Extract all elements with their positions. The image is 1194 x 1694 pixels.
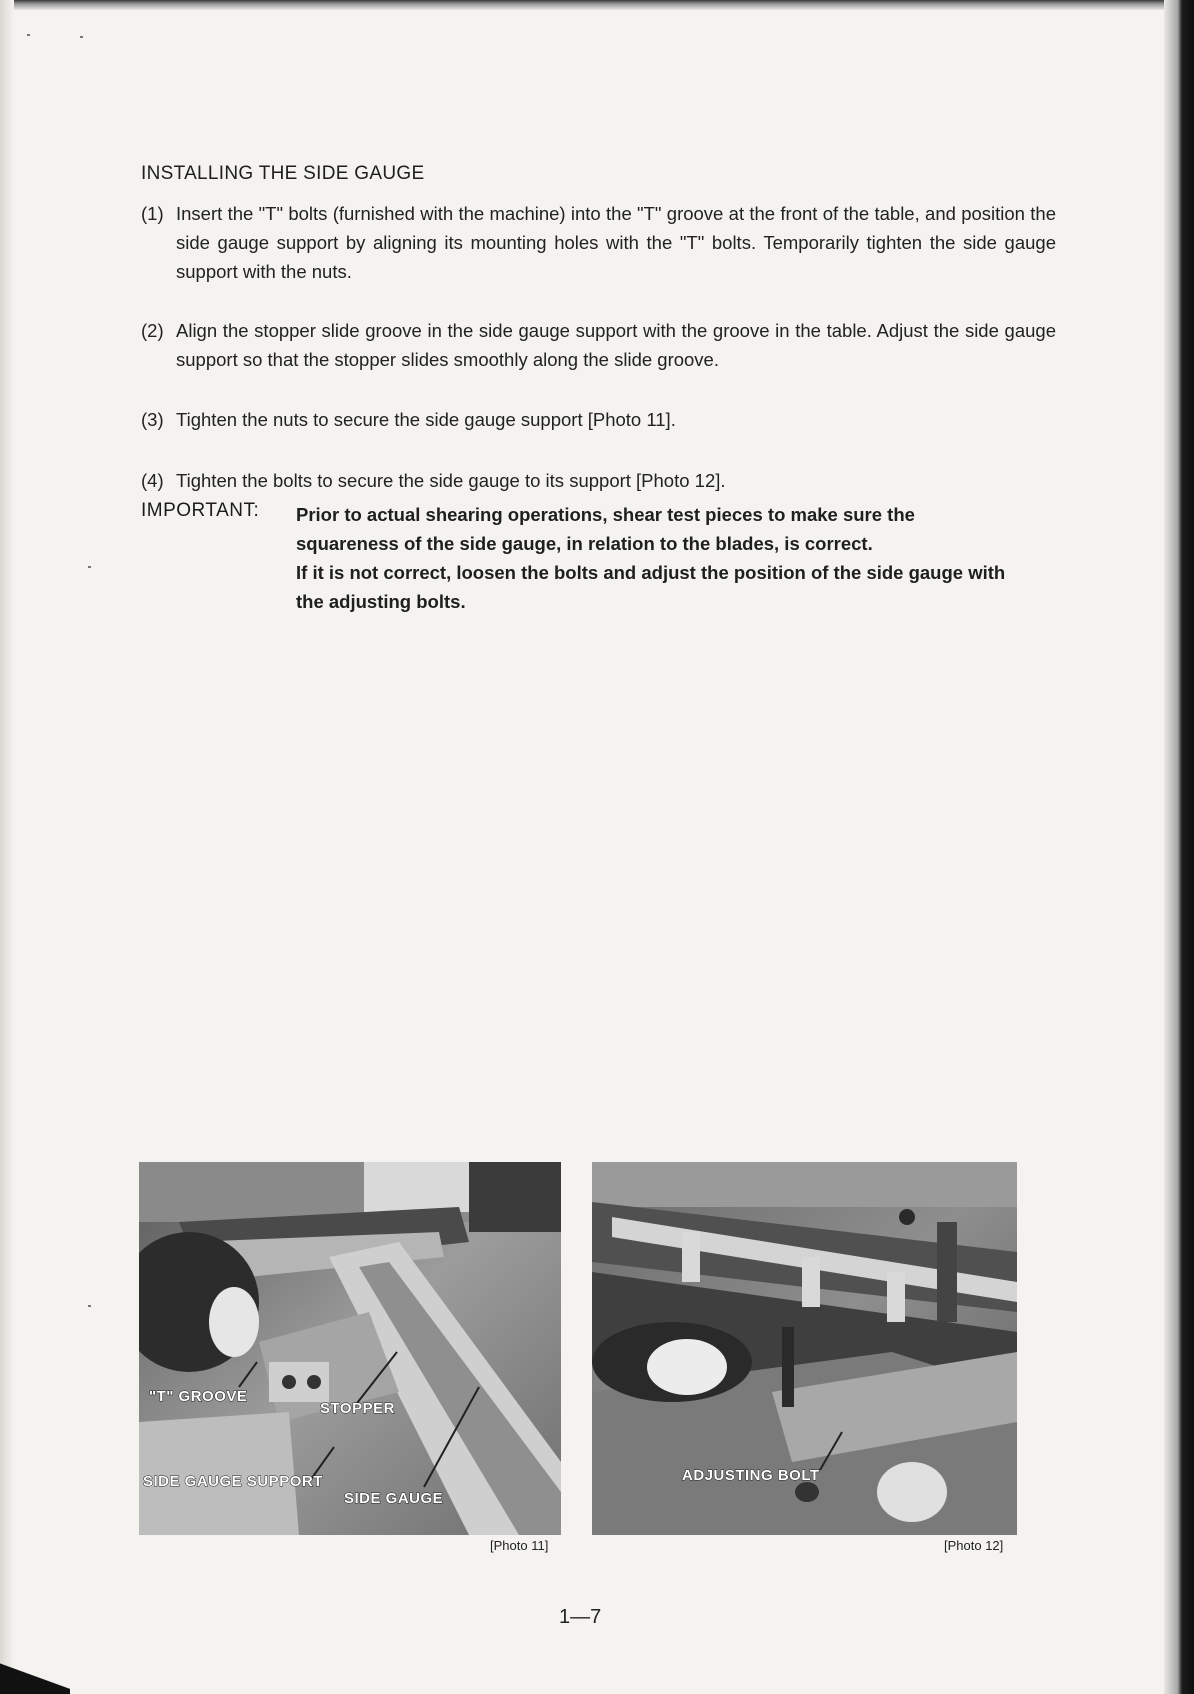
step-text: Tighten the bolts to secure the side gauge to its support [Photo 12]. [176, 470, 726, 491]
step-text: Insert the "T" bolts (furnished with the machine) into the "T" groove at the front of the table, and position the side gauge support by aligning its mounting holes with the "T" bolts. Temporarily tighten the side gauge support with the nuts. [176, 203, 1056, 282]
scan-speck [27, 34, 30, 36]
step-2 [141, 316, 1056, 374]
scan-left-shadow [0, 0, 14, 1694]
scan-speck [88, 566, 91, 568]
photo-12-caption: [Photo 12] [944, 1538, 1004, 1553]
step-number: (2) [141, 320, 164, 341]
photo-11-caption: [Photo 11] [490, 1538, 549, 1553]
step-3 [141, 405, 1056, 434]
scan-corner [0, 1644, 70, 1694]
important-label: IMPORTANT: [141, 500, 260, 521]
step-number: (1) [141, 203, 164, 224]
step-1 [141, 199, 1056, 286]
step-number: (4) [141, 470, 164, 491]
page-number: 1—7 [559, 1606, 602, 1628]
important-line-2: If it is not correct, loosen the bolts and adjust the position of the side gauge with the adjusting bolts. [296, 562, 1006, 612]
scan-speck [88, 1305, 91, 1307]
important-note [296, 500, 1016, 616]
step-number: (3) [141, 409, 164, 430]
label-side-gauge: SIDE GAUGE [344, 1490, 444, 1507]
label-adjusting-bolt: ADJUSTING BOLT [682, 1467, 820, 1484]
label-side-gauge-support: SIDE GAUGE SUPPORT [143, 1473, 323, 1490]
scan-speck [80, 36, 83, 38]
section-heading: INSTALLING THE SIDE GAUGE [141, 163, 425, 184]
step-4 [141, 466, 1056, 495]
scan-binding-edge [1164, 0, 1194, 1694]
label-t-groove: "T" GROOVE [149, 1388, 248, 1405]
photo-11 [139, 1162, 561, 1535]
important-line-1: Prior to actual shearing operations, shear test pieces to make sure the squareness of the side gauge, in relation to the blades, is correct. [296, 504, 915, 554]
label-stopper: STOPPER [320, 1400, 395, 1417]
scan-top-edge [0, 0, 1194, 10]
photo-12 [592, 1162, 1017, 1535]
step-text: Align the stopper slide groove in the side gauge support with the groove in the table. Adjust the side gauge support so that the stopper slides smoothly along the slide groove. [176, 320, 1056, 370]
step-text: Tighten the nuts to secure the side gauge support [Photo 11]. [176, 409, 676, 430]
